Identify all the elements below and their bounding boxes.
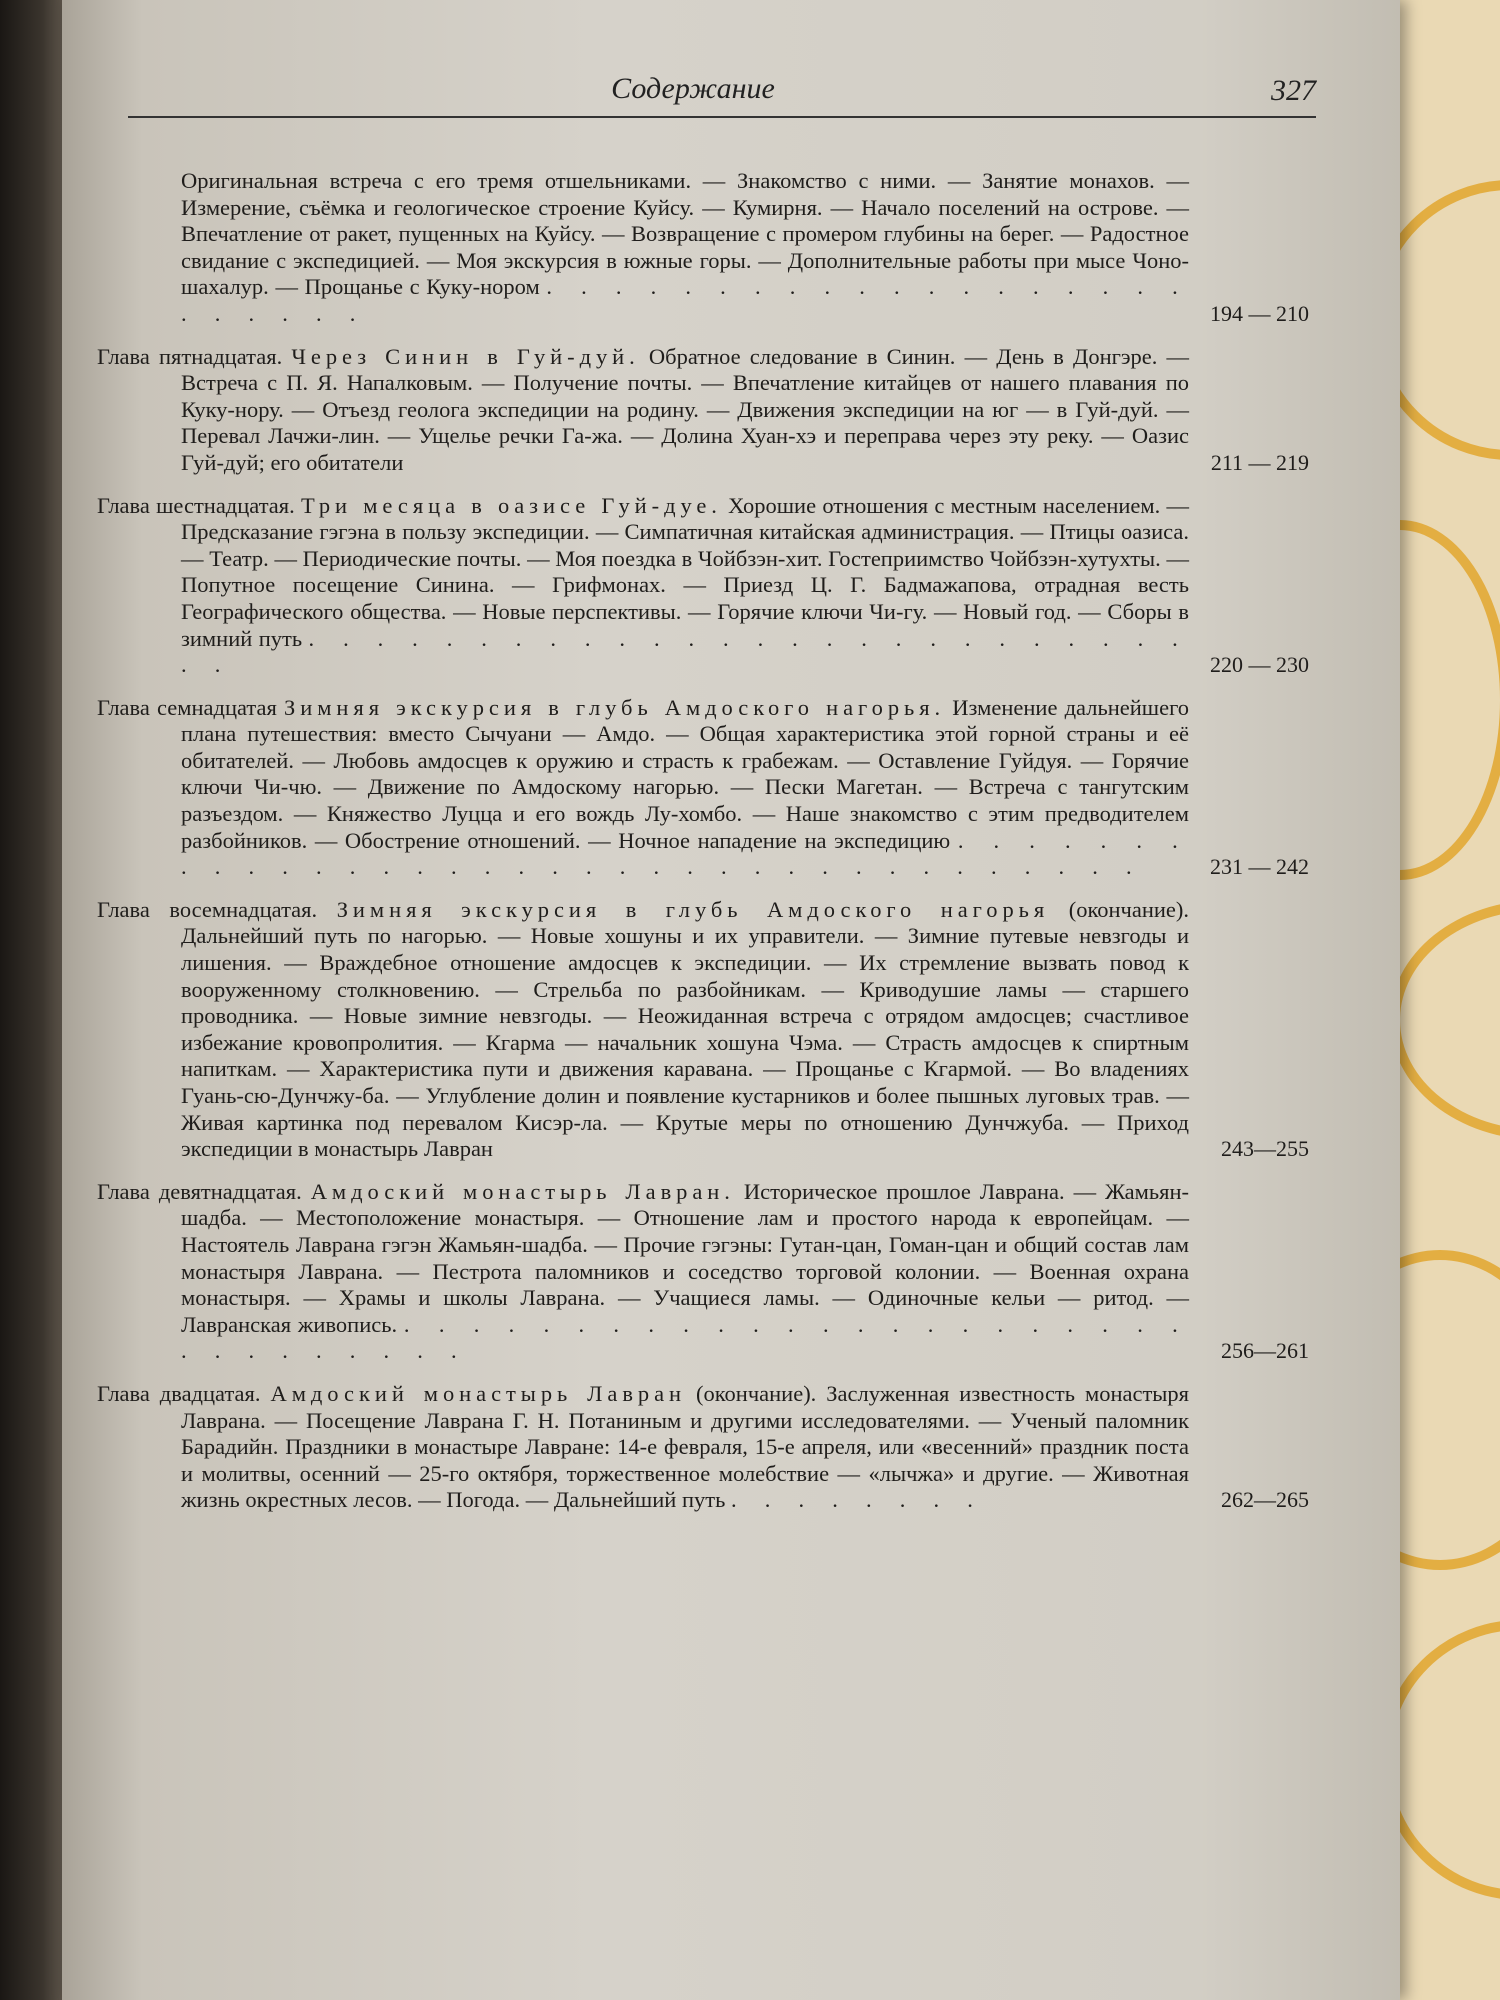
toc-entry	[97, 897, 1309, 1163]
chapter-title: Зимняя экскурсия в глубь Амдоского нагорья.	[284, 694, 946, 720]
toc-entry	[97, 695, 1309, 881]
chapter-title: Зимняя экскурсия в глубь Амдоского нагорья	[336, 896, 1050, 922]
chapter-number: Глава восемнадцатая.	[97, 896, 318, 922]
page-number: 327	[1271, 74, 1316, 107]
toc-entry	[97, 344, 1309, 477]
leader-dots: . . . . . . . . . . . . . . . . . . . . . . . . .	[181, 274, 1189, 326]
page-range: 256—261	[1221, 1338, 1309, 1364]
chapter-title: Три месяца в оазисе Гуй-дуе.	[301, 492, 722, 518]
chapter-number: Глава шестнадцатая.	[97, 492, 295, 518]
page-range: 211 — 219	[1210, 449, 1309, 475]
entry-text: (окончание). Заслуженная известность монастыря Лаврана. — Посещение Лаврана Г. Н. Потаниным и другими исследователями. — Ученый паломник Барадийн. Праздники в монастыре Лавране: 14-е февраля, 15-е апреля, или «весенний» праздник поста и молитвы, осенний — 25-го октября, торжественное молебствие — «лычжа» и другие. — Животная жизнь окрестных лесов. — Погода. — Дальнейший путь	[181, 1380, 1190, 1513]
chapter-number: Глава двадцатая.	[97, 1380, 261, 1406]
entry-text: Оригинальная встреча с его тремя отшельниками. — Знакомство с ними. — Занятие монахов. — Измерение, съёмка и геологическое строение Куйсу. — Кумирня. — Начало поселений на острове. — Впечатление от ракет, пущенных на Куйсу. — Возвращение с промером глубины на берег. — Радостное свидание с экспедицией. — Моя экскурсия в южные горы. — Дополнительные работы при мысе Чоно-шахалур. — Прощанье с Куку-нором	[181, 168, 1189, 300]
running-header	[128, 62, 1316, 122]
page-range: 262—265	[1221, 1487, 1309, 1513]
entry-text: Историческое прошлое Лаврана. — Жамьян-шадба. — Местоположение монастыря. — Отношение лам и простого народа к европейцам. — Настоятель Лаврана гэгэн Жамьян-шадба. — Прочие гэгэны: Гутан-цан, Гоман-цан и общий состав лам монастыря Лаврана. — Пестрота паломников и соседство торговой колонии. — Военная охрана монастыря. — Храмы и школы Лаврана. — Учащиеся ламы. — Одиночные кельи — ритод. — Лавранская живопись.	[181, 1178, 1190, 1337]
header-rule	[128, 116, 1316, 118]
leader-dots: . . . . . . . . . . . . . . . . . . . . . . . . . . . . . . . .	[181, 1311, 1190, 1364]
entry-text: Хорошие отношения с местным населением. — Предсказание гэгэна в пользу экспедиции. — Симпатичная китайская администрация. — Птицы оазиса. — Театр. — Периодические почты. — Моя поездка в Чойбзэн-хит. Гостеприимство Чойбзэн-хутухты. — Попутное посещение Синина. — Грифмонах. — Приезд Ц. Г. Бадмажапова, отрадная весть Географического общества. — Новые перспективы. — Горячие ключи Чи-гу. — Новый год. — Сборы в зимний путь	[181, 492, 1190, 651]
page-range: 231 — 242	[1210, 854, 1309, 880]
entry-text: Обратное следование в Синин. — День в Донгэре. — Встреча с П. Я. Напалковым. — Получение почты. — Впечатление китайцев от нашего плавания по Куку-нору. — Отъезд геолога экспедиции на родину. — Движения экспедиции на юг — в Гуй-дуй. — Перевал Лачжи-лин. — Ущелье речки Га-жа. — Долина Хуан-хэ и переправа через эту реку. — Оазис Гуй-дуй; его обитатели	[181, 343, 1190, 475]
chapter-title: Через Синин в Гуй-дуй.	[291, 343, 640, 369]
page-range: 243—255	[1221, 1136, 1309, 1162]
book-spine-shadow	[0, 0, 70, 2000]
page-range: 194 — 210	[1210, 300, 1309, 326]
running-title: Содержание	[611, 72, 775, 105]
chapter-number: Глава семнадцатая	[97, 694, 277, 720]
leader-dots: . . . . . . . .	[730, 1487, 985, 1513]
toc-entry	[97, 1381, 1309, 1514]
toc-entry	[97, 168, 1309, 328]
toc-entry	[97, 1179, 1309, 1365]
chapter-number: Глава пятнадцатая.	[97, 343, 283, 369]
entry-text: (окончание). Дальнейший путь по нагорью. — Новые хошуны и их управители. — Зимние путевые невзгоды и лишения. — Враждебное отношение амдосцев к экспедиции. — Их стремление вызвать повод к вооруженному столкновению. — Стрельба по разбойникам. — Криводушие ламы — старшего проводника. — Новые зимние невзгоды. — Неожиданная встреча с отрядом амдосцев; счастливое избежание кровопролития. — Кгарма — начальник хошуна Чэма. — Страсть амдосцев к спиртным напиткам. — Характеристика пути и движения каравана. — Прощанье с Кгармой. — Во владениях Гуань-сю-Дунчжу-ба. — Углубление долин и появление кустарников и более пышных луговых трав. — Живая картинка под перевалом Кисэр-ла. — Крутые меры по отношению Дунчжуба. — Приход экспедиции в монастырь Лавран	[181, 896, 1190, 1162]
leader-dots: . . . . . . . . . . . . . . . . . . . . . . . . . . . . . . . . . . . .	[181, 827, 1189, 880]
chapter-title: Амдоский монастырь Лавран	[270, 1380, 687, 1406]
toc-entry	[97, 493, 1309, 679]
page-range: 220 — 230	[1210, 652, 1309, 678]
leader-dots: . . . . . . . . . . . . . . . . . . . . . . . . . . . .	[181, 625, 1190, 678]
chapter-title: Амдоский монастырь Лавран.	[310, 1178, 735, 1204]
entry-text: Изменение дальнейшего плана путешествия: вместо Сычуани — Амдо. — Общая характеристика этой горной страны и её обитателей. — Любовь амдосцев к оружию и страсть к грабежам. — Оставление Гуйдуя. — Горячие ключи Чи-чю. — Движение по Амдоскому нагорью. — Пески Магетан. — Встреча с тангутским разъездом. — Княжество Луцца и его вождь Лу-хомбо. — Наше знакомство с этим предводителем разбойников. — Обострение отношений. — Ночное нападение на экспедицию	[181, 694, 1190, 853]
book-page	[62, 0, 1400, 2000]
table-of-contents	[97, 168, 1309, 1530]
chapter-number: Глава девятнадцатая.	[97, 1178, 302, 1204]
